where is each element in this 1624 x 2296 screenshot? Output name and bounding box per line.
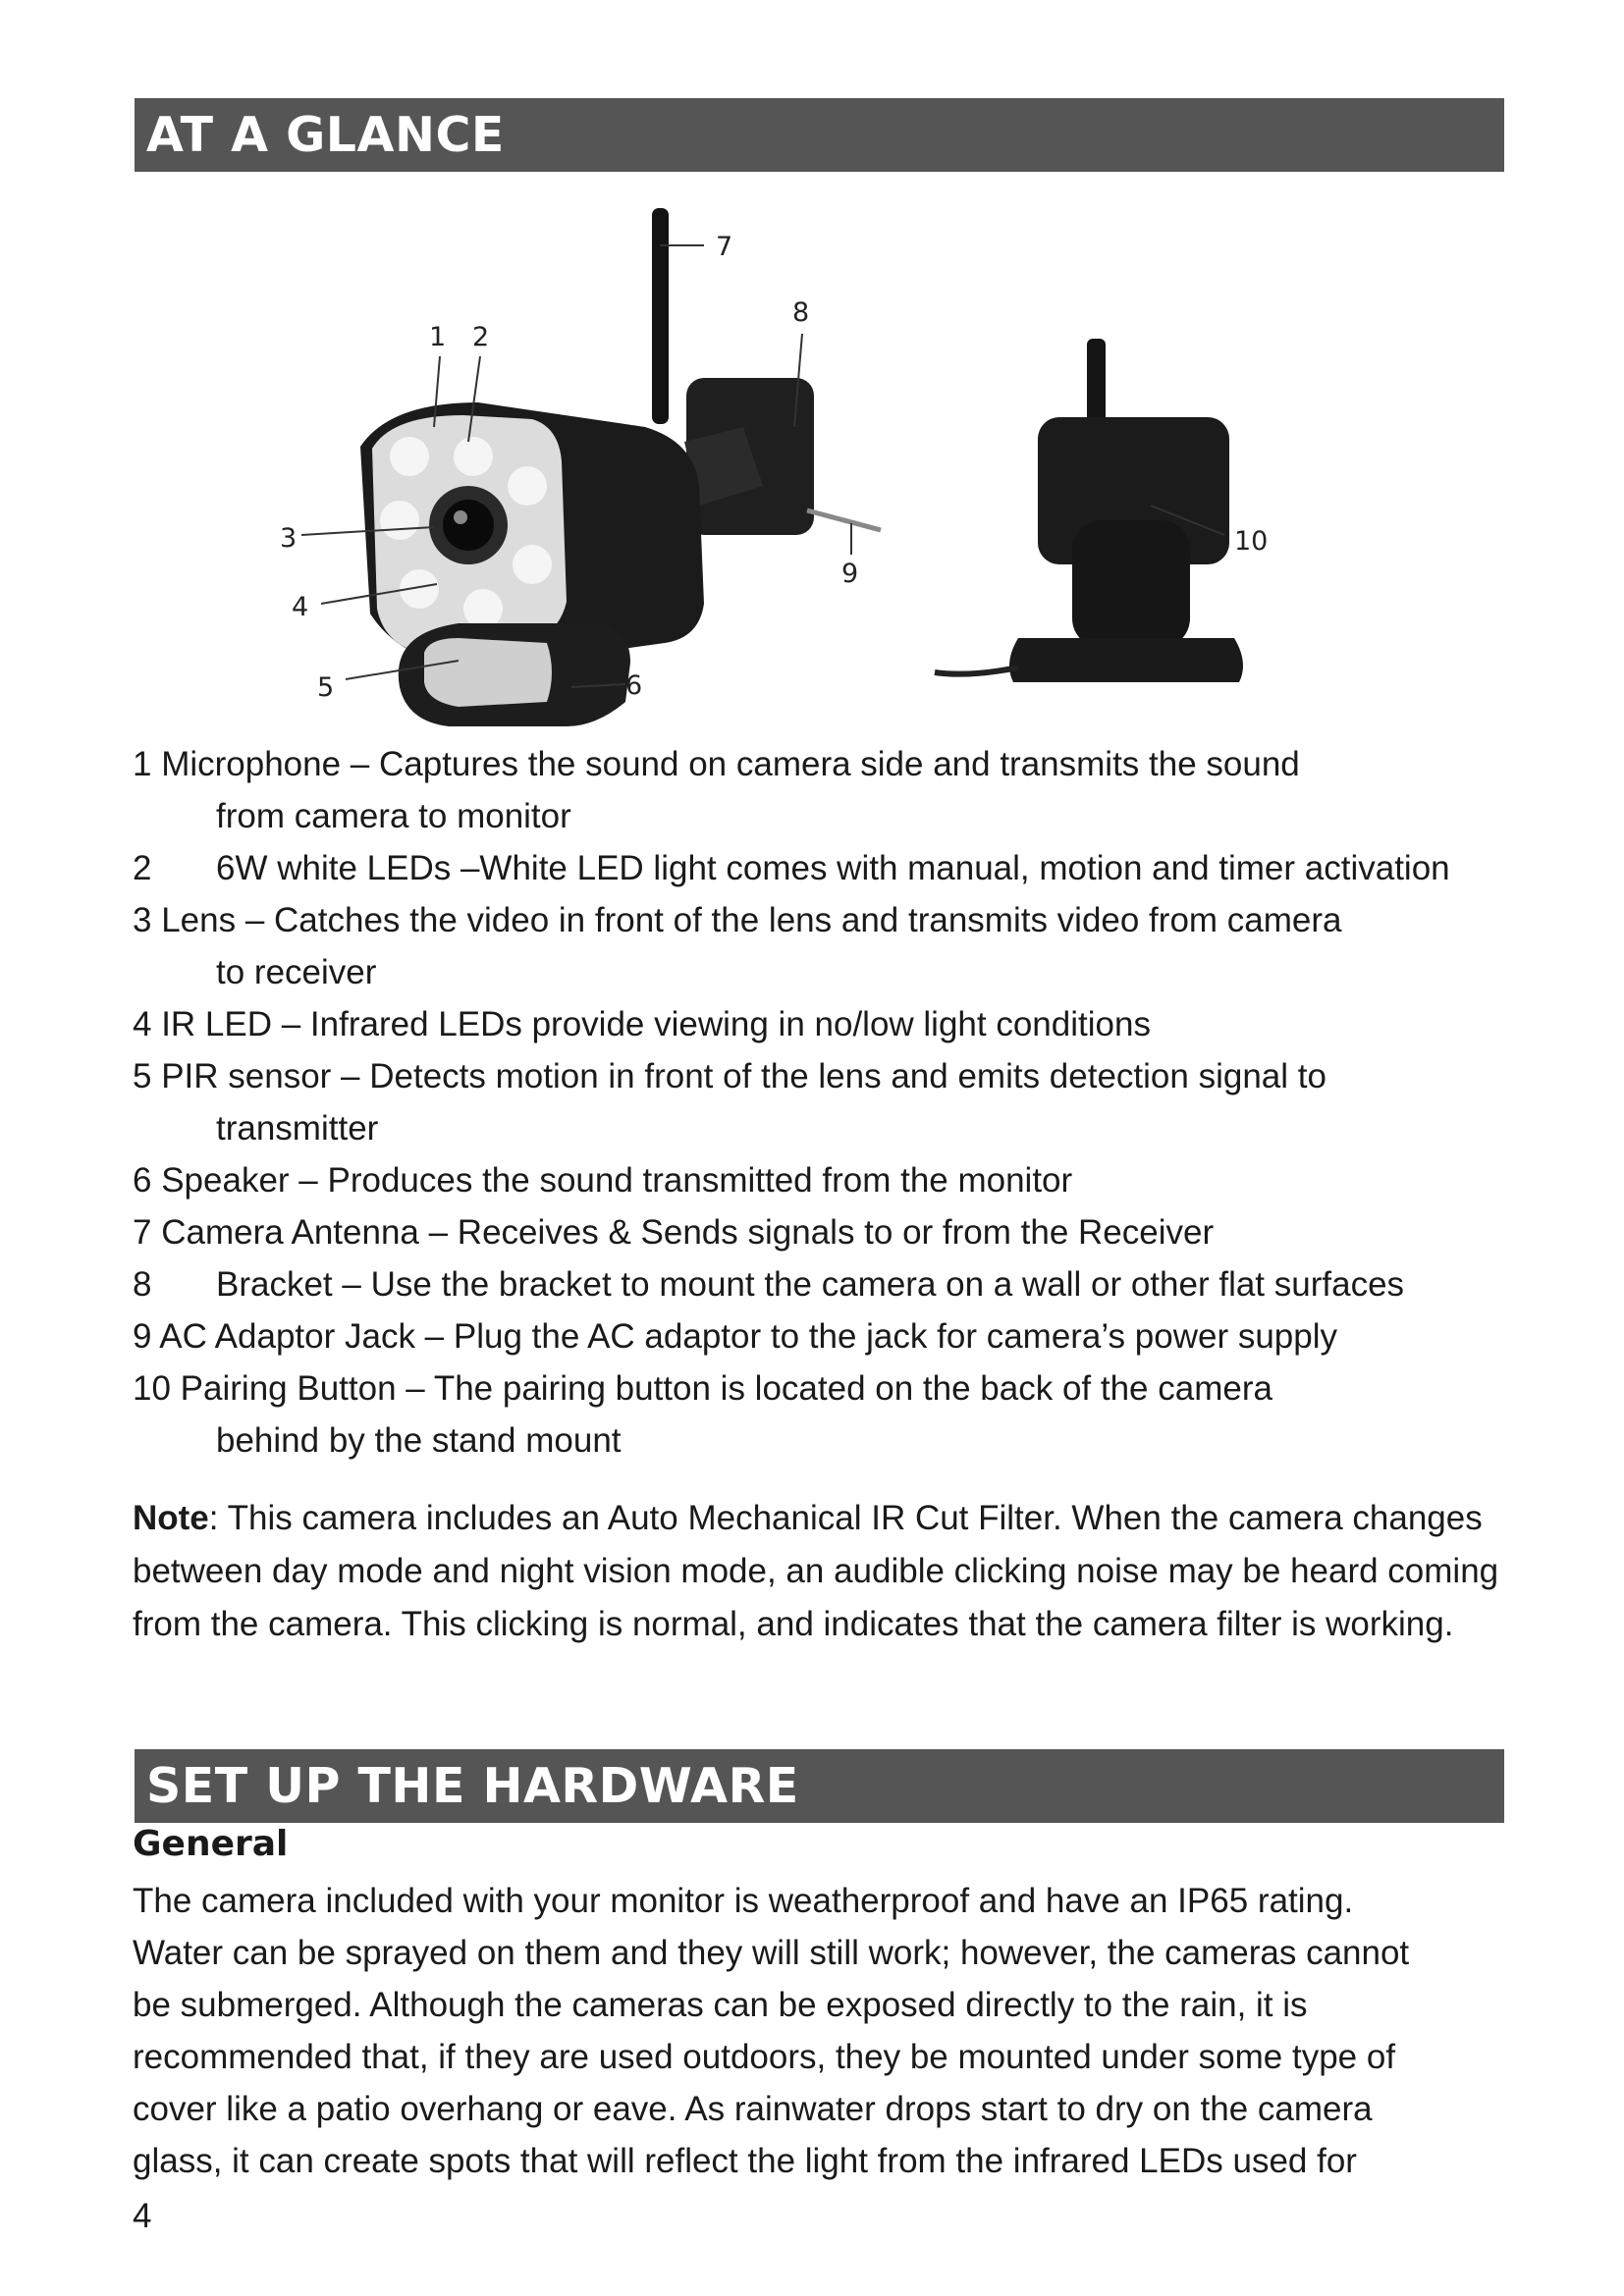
adaptor-cable bbox=[807, 510, 881, 530]
led-4 bbox=[380, 501, 419, 540]
callout-label-10: 10 bbox=[1234, 526, 1269, 557]
legend-text: Bracket – Use the bracket to mount the camera on a wall or other flat surfaces bbox=[216, 1265, 1405, 1304]
camera-diagram bbox=[135, 191, 1504, 751]
lens-glint bbox=[454, 510, 467, 524]
paragraph-line: The camera included with your monitor is weatherproof and have an IP65 rating. bbox=[133, 1882, 1354, 1920]
note-text: : This camera includes an Auto Mechanical IR Cut Filter. When the camera changes between day mode and night vision mode, an audible clicking noise may be heard coming from the camera. This clicking is normal, and indicates that the camera filter is working. bbox=[133, 1499, 1499, 1643]
callout-label-5: 5 bbox=[317, 672, 335, 703]
legend-continuation: from camera to monitor bbox=[216, 797, 571, 835]
callout-label-6: 6 bbox=[625, 670, 643, 701]
paragraph-line: Water can be sprayed on them and they will still work; however, the cameras cannot bbox=[133, 1934, 1410, 1972]
callout-label-2: 2 bbox=[472, 322, 490, 352]
legend-number: 9 bbox=[133, 1317, 152, 1356]
legend-text: Speaker – Produces the sound transmitted from the monitor bbox=[161, 1161, 1073, 1200]
back-camera-illustration bbox=[935, 339, 1243, 682]
led-6 bbox=[463, 589, 503, 628]
led-2 bbox=[454, 437, 493, 476]
legend-number: 3 bbox=[133, 901, 152, 939]
legend-continuation: to receiver bbox=[216, 953, 377, 991]
antenna-front bbox=[652, 208, 669, 424]
legend-number: 7 bbox=[133, 1213, 152, 1252]
callout-label-8: 8 bbox=[792, 297, 810, 328]
led-1 bbox=[390, 437, 429, 476]
general-paragraph bbox=[133, 1875, 1527, 2187]
paragraph-line: glass, it can create spots that will reflect the light from the infrared LEDs used for bbox=[133, 2142, 1357, 2180]
led-3 bbox=[508, 466, 547, 506]
back-base bbox=[1009, 638, 1243, 682]
legend-number: 8 bbox=[133, 1265, 152, 1304]
legend-number: 5 bbox=[133, 1057, 152, 1095]
legend-text: IR LED – Infrared LEDs provide viewing in no/low light conditions bbox=[161, 1005, 1151, 1043]
back-cable bbox=[935, 667, 1018, 674]
section-banner-at-a-glance: AT A GLANCE bbox=[135, 98, 1504, 172]
legend-text: Lens – Catches the video in front of the lens and transmits video from camera bbox=[161, 901, 1342, 939]
page-number: 4 bbox=[133, 2197, 152, 2235]
legend-text: PIR sensor – Detects motion in front of the lens and emits detection signal to bbox=[161, 1057, 1326, 1095]
led-7 bbox=[513, 545, 552, 584]
legend-item bbox=[133, 1362, 1527, 1467]
legend-item bbox=[133, 738, 1527, 842]
back-stand bbox=[1072, 520, 1190, 648]
legend-text: 6W white LEDs –White LED light comes with manual, motion and timer activation bbox=[216, 849, 1450, 887]
legend-item bbox=[133, 1258, 1527, 1310]
legend-text: Microphone – Captures the sound on camera side and transmits the sound bbox=[161, 745, 1300, 783]
legend-item bbox=[133, 998, 1527, 1050]
callout-label-7: 7 bbox=[716, 232, 733, 262]
callout-label-4: 4 bbox=[292, 592, 309, 622]
legend-item bbox=[133, 842, 1527, 894]
legend-text: Camera Antenna – Receives & Sends signals to or from the Receiver bbox=[161, 1213, 1215, 1252]
legend-item bbox=[133, 1050, 1527, 1154]
legend-number: 6 bbox=[133, 1161, 152, 1200]
pir-sensor bbox=[424, 638, 552, 707]
component-legend-list bbox=[133, 738, 1527, 1467]
legend-item bbox=[133, 1206, 1527, 1258]
callout-label-3: 3 bbox=[280, 523, 298, 554]
note-paragraph bbox=[133, 1492, 1527, 1651]
paragraph-line: recommended that, if they are used outdoors, they be mounted under some type of bbox=[133, 2038, 1396, 2076]
legend-number: 2 bbox=[133, 849, 152, 887]
paragraph-line: be submerged. Although the cameras can be exposed directly to the rain, it is bbox=[133, 1986, 1308, 2024]
note-label: Note bbox=[133, 1499, 209, 1537]
legend-number: 4 bbox=[133, 1005, 152, 1043]
legend-number: 1 bbox=[133, 745, 152, 783]
lens bbox=[443, 500, 494, 551]
legend-text: Pairing Button – The pairing button is located on the back of the camera bbox=[180, 1369, 1272, 1408]
legend-number: 10 bbox=[133, 1369, 171, 1408]
legend-item bbox=[133, 894, 1527, 998]
callout-label-9: 9 bbox=[841, 559, 859, 589]
legend-item bbox=[133, 1154, 1527, 1206]
sub-heading-general: General bbox=[133, 1824, 289, 1864]
paragraph-line: cover like a patio overhang or eave. As rainwater drops start to dry on the camera bbox=[133, 2090, 1373, 2128]
callout-label-1: 1 bbox=[429, 322, 447, 352]
legend-text: AC Adaptor Jack – Plug the AC adaptor to the jack for camera’s power supply bbox=[159, 1317, 1337, 1356]
front-camera-illustration bbox=[360, 208, 881, 726]
section-banner-set-up-hardware: SET UP THE HARDWARE bbox=[135, 1749, 1504, 1823]
legend-continuation: transmitter bbox=[216, 1109, 379, 1148]
legend-item bbox=[133, 1310, 1527, 1362]
legend-continuation: behind by the stand mount bbox=[216, 1421, 622, 1460]
